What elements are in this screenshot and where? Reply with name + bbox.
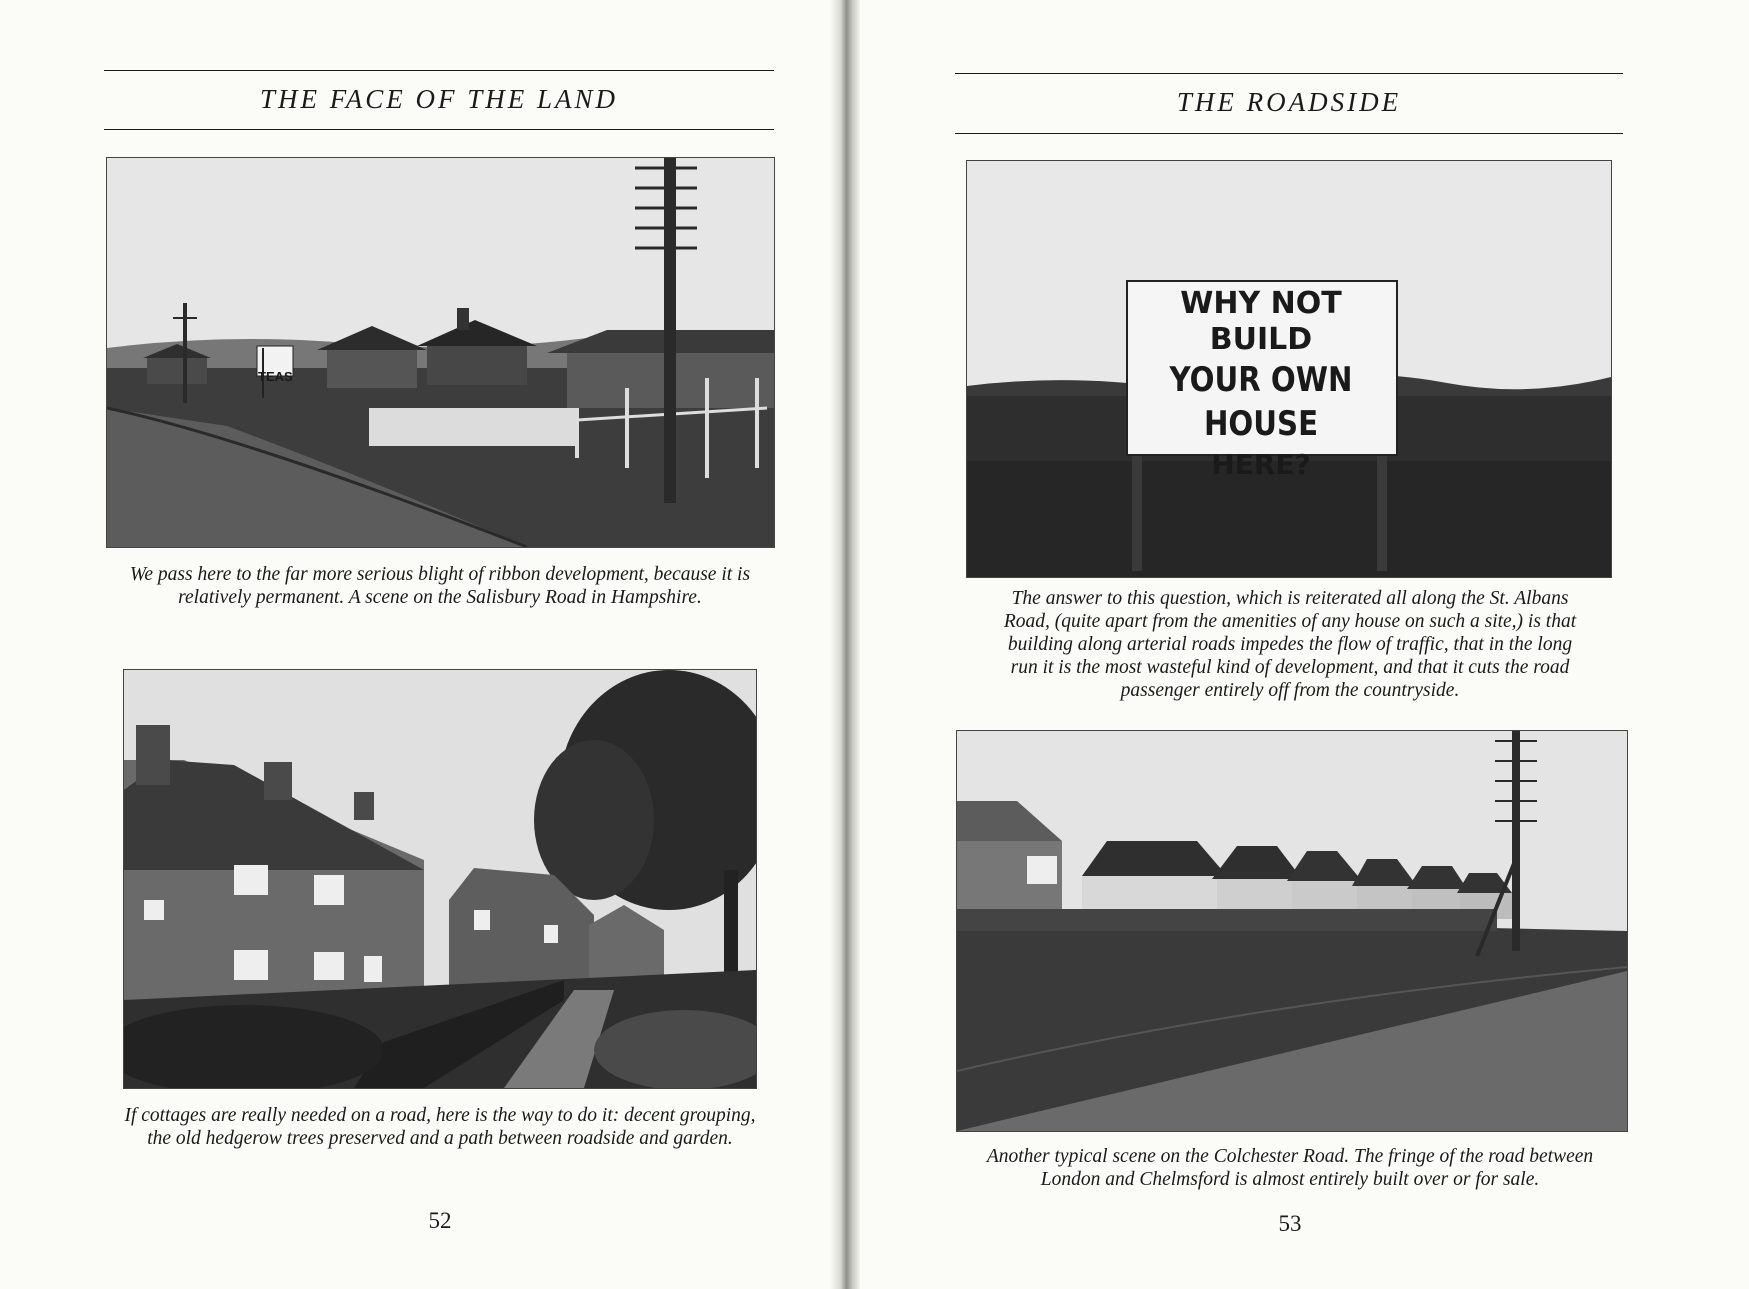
left-page <box>0 0 830 1289</box>
caption-line: We pass here to the far more serious blight of ribbon development, because it is <box>129 564 751 585</box>
caption-line: building along arterial roads impedes the flow of traffic, that in the long <box>1007 634 1573 655</box>
page-number: 53 <box>1278 1211 1302 1236</box>
running-head: THE ROADSIDE <box>1176 87 1402 117</box>
photo-colchester-road <box>956 730 1628 1132</box>
photo-cottages <box>123 669 757 1089</box>
billboard-line: HERE? <box>1211 448 1311 481</box>
caption-line: London and Chelmsford is almost entirely built over or for sale. <box>1040 1169 1540 1190</box>
caption-line: run it is the most wasteful kind of development, and that it cuts the road <box>1010 657 1570 678</box>
page-number: 52 <box>428 1208 452 1233</box>
caption-line: relatively permanent. A scene on the Salisbury Road in Hampshire. <box>178 587 702 608</box>
right-page <box>860 0 1749 1289</box>
caption-salisbury-road <box>90 563 790 609</box>
header-rule-bottom <box>104 129 774 130</box>
caption-line: passenger entirely off from the countryside. <box>1120 680 1460 701</box>
caption-line: The answer to this question, which is reiterated all along the St. Albans <box>1011 588 1569 609</box>
photo-salisbury-road <box>106 157 775 548</box>
photo-salisbury-road-image <box>107 158 774 547</box>
header-rule-top <box>104 70 774 71</box>
billboard-line: WHY NOT BUILD <box>1180 286 1342 357</box>
header-rule-bottom <box>955 133 1623 134</box>
billboard-line: YOUR OWN HOUSE <box>1169 360 1353 444</box>
caption-line: the old hedgerow trees preserved and a path between roadside and garden. <box>147 1128 733 1149</box>
caption-cottages <box>90 1104 790 1150</box>
caption-line: If cottages are really needed on a road, here is the way to do it: decent grouping, <box>124 1105 756 1126</box>
caption-line: Another typical scene on the Colchester Road. The fringe of the road between <box>986 1146 1594 1167</box>
caption-line: Road, (quite apart from the amenities of any house on such a site,) is that <box>1003 611 1577 632</box>
teas-sign-text: TEAS <box>258 369 293 384</box>
caption-billboard <box>950 587 1630 702</box>
running-head: THE FACE OF THE LAND <box>259 84 619 114</box>
book-gutter <box>830 0 860 1289</box>
header-rule-top <box>955 73 1623 74</box>
photo-cottages-image <box>124 670 756 1088</box>
billboard-sign <box>1126 286 1396 484</box>
caption-colchester-road <box>950 1145 1630 1191</box>
photo-colchester-road-image <box>957 731 1627 1131</box>
